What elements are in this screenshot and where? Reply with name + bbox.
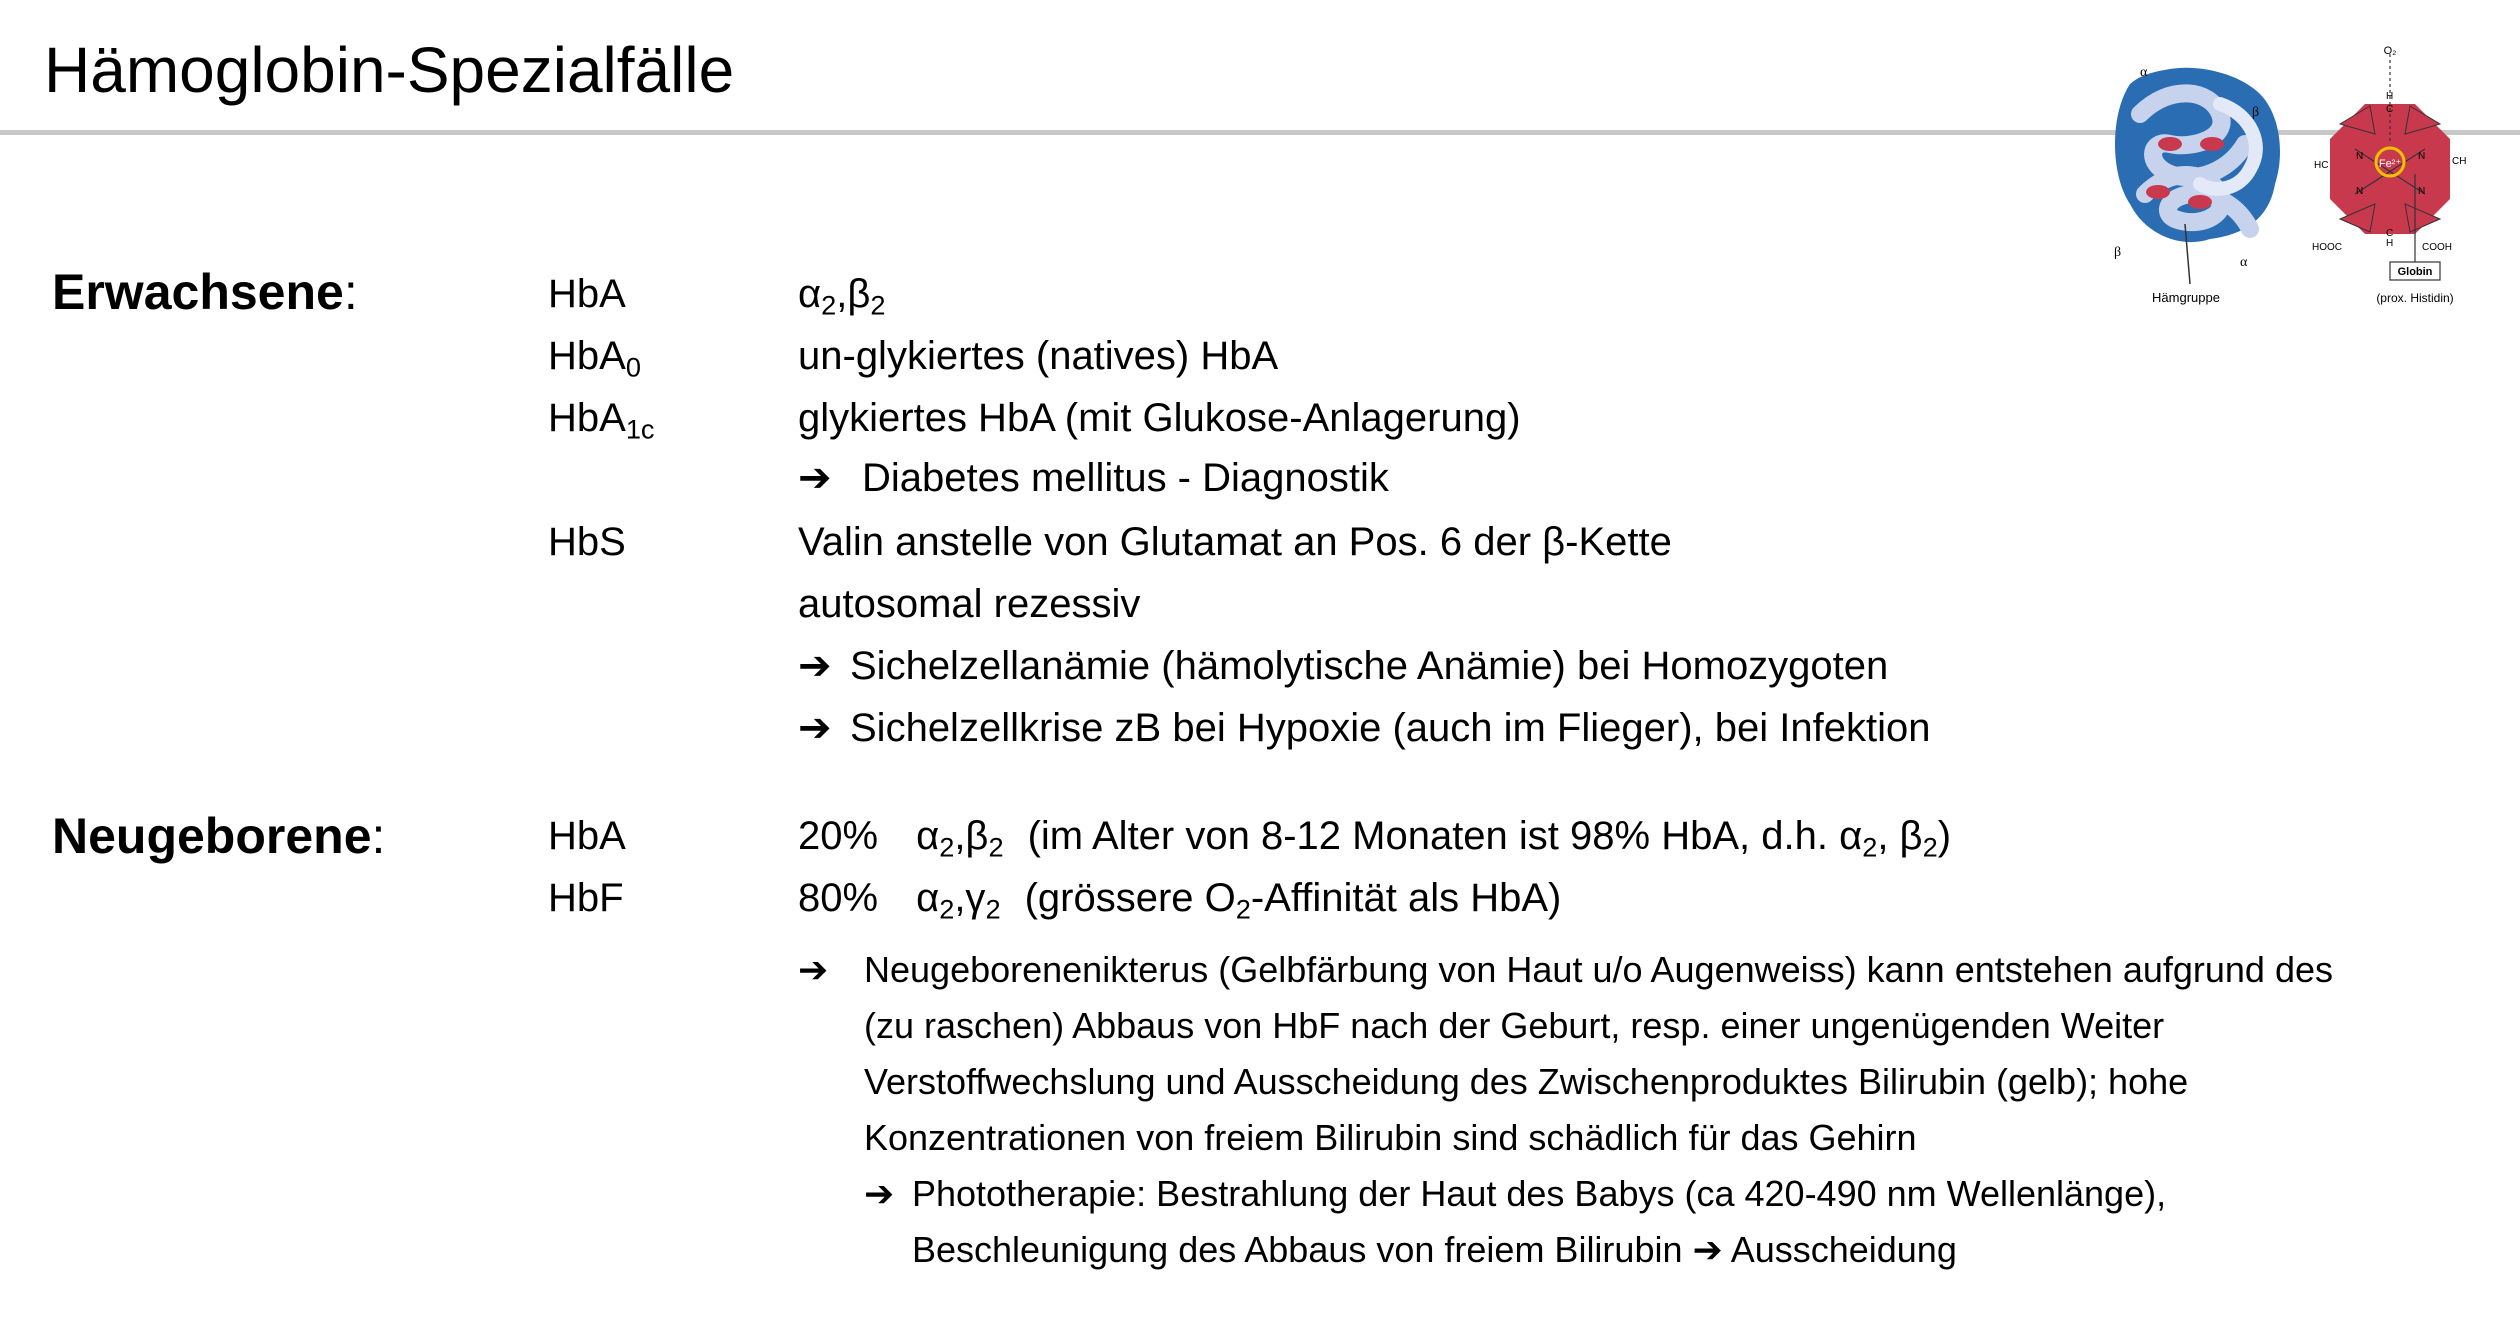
code-hba1c: HbA$_{1c}$ <box>548 396 655 445</box>
text-hba-chains: $\alpha_2,\beta_2$ <box>798 272 886 321</box>
hemoglobin-figure <box>2100 44 2500 314</box>
globin-molecule-icon <box>2114 65 2280 305</box>
svg-text:N: N <box>2356 186 2364 197</box>
svg-text:Globin: Globin <box>2397 266 2433 278</box>
svg-text:(prox. Histidin): (prox. Histidin) <box>2376 291 2454 305</box>
therapy-line: ➔ Phototherapie: Bestrahlung der Haut des Babys (ca 420-490 nm Wellenlänge), <box>798 1166 2478 1222</box>
svg-text:HC: HC <box>2314 160 2329 171</box>
svg-text:β: β <box>2114 245 2122 260</box>
text-autosomal: autosomal rezessiv <box>798 582 1141 626</box>
svg-text:N: N <box>2418 151 2426 162</box>
svg-text:N: N <box>2356 151 2364 162</box>
svg-text:C: C <box>2386 228 2394 239</box>
paragraph-line: Konzentrationen von freiem Bilirubin sind schädlich für das Gehirn <box>864 1117 1917 1158</box>
hemoglobin-illustration <box>2100 44 2500 314</box>
therapy-line: Beschleunigung des Abbaus von freiem Bilirubin ➔ Ausscheidung <box>912 1229 1957 1270</box>
svg-text:H: H <box>2386 238 2394 249</box>
arrow-icon: ➔ <box>798 706 832 750</box>
text-hba0: un-glykiertes (natives) HbA <box>798 334 1279 378</box>
svg-text:HOOC: HOOC <box>2312 242 2342 253</box>
arrow-icon: ➔ <box>1692 1229 1723 1270</box>
svg-text:Fe²⁺: Fe²⁺ <box>2378 158 2402 170</box>
code-hbf: HbF <box>548 876 624 920</box>
arrow-icon: ➔ <box>798 644 832 688</box>
svg-text:α: α <box>2140 65 2148 80</box>
page-title: Hämoglobin-Spezialfälle <box>44 34 735 106</box>
svg-text:O₂: O₂ <box>2383 45 2397 57</box>
svg-text:COOH: COOH <box>2422 242 2452 253</box>
text-hbs: Valin anstelle von Glutamat an Pos. 6 der β-Kette <box>798 520 1672 564</box>
heme-group-icon <box>2312 45 2466 305</box>
text-sichelzellkrise: ➔ Sichelzellkrise zB bei Hypoxie (auch im Flieger), bei Infektion <box>798 706 1931 750</box>
text-newborn-hba: 20% $\alpha_2,\beta_2$ (im Alter von 8-12 Monaten ist 98% HbA, d.h. $\alpha_2$, $\beta_2$) <box>798 814 1952 863</box>
paragraph-line: (zu raschen) Abbaus von HbF nach der Geburt, resp. einer ungenügenden Weiter <box>864 1005 2165 1046</box>
text-hba1c: glykiertes HbA (mit Glukose-Anlagerung) <box>798 396 1521 440</box>
svg-text:Hämgruppe: Hämgruppe <box>2152 290 2220 305</box>
code-hbs: HbS <box>548 520 626 564</box>
text-diabetes: ➔ Diabetes mellitus - Diagnostik <box>798 456 1389 500</box>
svg-text:C: C <box>2386 104 2394 115</box>
arrow-icon: ➔ <box>798 456 832 500</box>
section-heading-newborns: Neugeborene: <box>52 808 386 864</box>
text-hbf: 80% $\alpha_2,\gamma_2$ (grössere $O_2$-Affinität als HbA) <box>798 876 1562 925</box>
svg-text:α: α <box>2240 255 2248 270</box>
code-hba0: HbA$_0$ <box>548 334 641 383</box>
paragraph-line: Verstoffwechslung und Ausscheidung des Zwischenproduktes Bilirubin (gelb); hohe <box>864 1061 2189 1102</box>
arrow-icon: ➔ <box>798 949 829 990</box>
svg-text:H: H <box>2386 91 2394 102</box>
code-newborn-hba: HbA <box>548 814 626 858</box>
icterus-paragraph <box>798 942 2478 1278</box>
svg-text:N: N <box>2418 186 2426 197</box>
section-heading-adults: Erwachsene: <box>52 264 358 320</box>
arrow-icon: ➔ <box>864 1173 895 1214</box>
svg-text:β: β <box>2252 105 2260 120</box>
paragraph-line: ➔ Neugeborenenikterus (Gelbfärbung von Haut u/o Augenweiss) kann entstehen aufgrund des <box>798 942 2478 998</box>
text-sichelzellanaemie: ➔ Sichelzellanämie (hämolytische Anämie) bei Homozygoten <box>798 644 1889 688</box>
svg-text:CH: CH <box>2452 156 2467 167</box>
code-hba: HbA <box>548 272 626 316</box>
